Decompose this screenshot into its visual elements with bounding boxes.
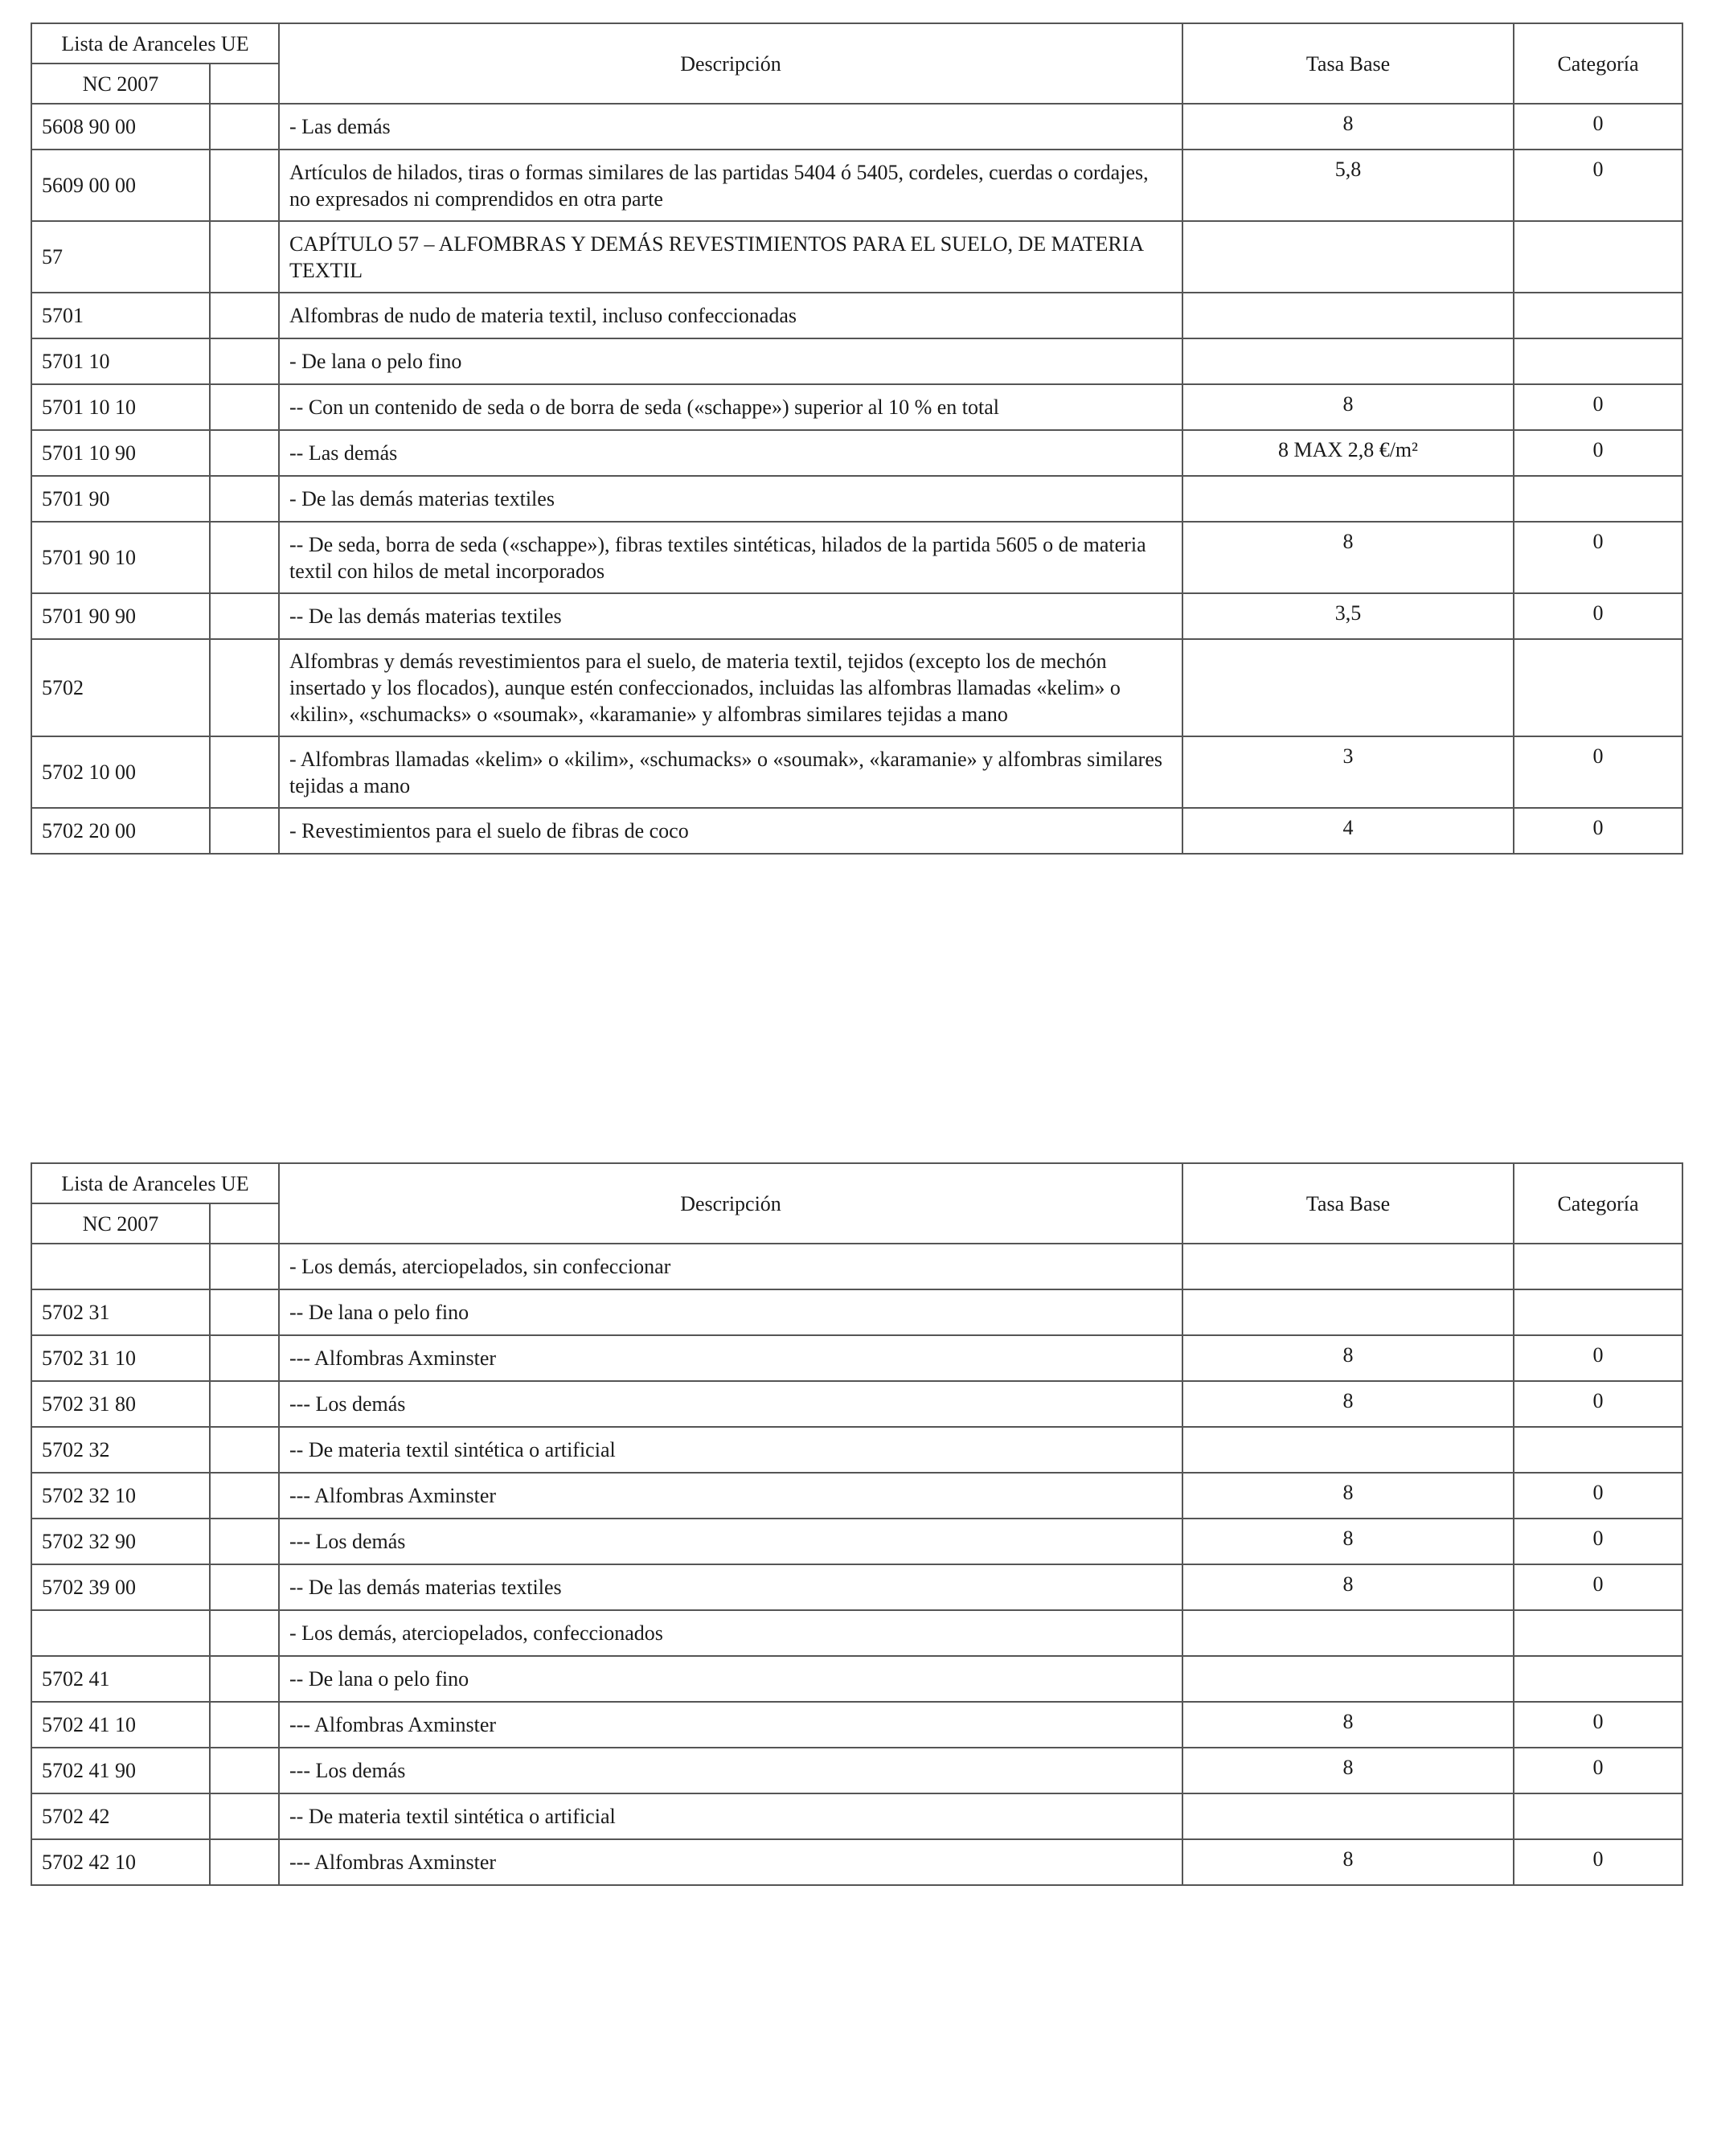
header-base-rate: Tasa Base bbox=[1182, 23, 1514, 104]
table-row bbox=[31, 736, 1682, 808]
row-blank bbox=[210, 384, 279, 430]
row-code: 5701 90 10 bbox=[31, 522, 210, 593]
row-description: Alfombras de nudo de materia textil, incluso confeccionadas bbox=[279, 293, 1182, 338]
row-description: -- Con un contenido de seda o de borra de seda («schappe») superior al 10 % en total bbox=[279, 384, 1182, 430]
header-list-label: Lista de Aranceles UE bbox=[31, 23, 279, 64]
row-category bbox=[1514, 1610, 1682, 1656]
row-rate: 8 bbox=[1182, 384, 1514, 430]
table-row bbox=[31, 1289, 1682, 1335]
header-category: Categoría bbox=[1514, 1163, 1682, 1244]
row-category: 0 bbox=[1514, 430, 1682, 476]
row-code: 5702 31 bbox=[31, 1289, 210, 1335]
row-blank bbox=[210, 1748, 279, 1793]
row-category: 0 bbox=[1514, 1473, 1682, 1519]
row-blank bbox=[210, 1564, 279, 1610]
row-code bbox=[31, 1610, 210, 1656]
row-blank bbox=[210, 736, 279, 808]
row-rate: 8 bbox=[1182, 104, 1514, 150]
row-code: 5702 41 90 bbox=[31, 1748, 210, 1793]
table-row bbox=[31, 1839, 1682, 1885]
row-description: --- Alfombras Axminster bbox=[279, 1839, 1182, 1885]
row-description: - Los demás, aterciopelados, confeccionados bbox=[279, 1610, 1182, 1656]
row-rate bbox=[1182, 1427, 1514, 1473]
row-description: --- Alfombras Axminster bbox=[279, 1473, 1182, 1519]
row-category bbox=[1514, 1244, 1682, 1289]
table-row bbox=[31, 1748, 1682, 1793]
row-code: 5702 10 00 bbox=[31, 736, 210, 808]
row-rate: 8 MAX 2,8 €/m² bbox=[1182, 430, 1514, 476]
row-blank bbox=[210, 1656, 279, 1702]
row-category: 0 bbox=[1514, 736, 1682, 808]
row-rate: 8 bbox=[1182, 1748, 1514, 1793]
table-row bbox=[31, 593, 1682, 639]
row-code bbox=[31, 1244, 210, 1289]
table-row bbox=[31, 1244, 1682, 1289]
row-blank bbox=[210, 1702, 279, 1748]
header-list-label: Lista de Aranceles UE bbox=[31, 1163, 279, 1203]
row-description: -- De lana o pelo fino bbox=[279, 1289, 1182, 1335]
row-description: -- De las demás materias textiles bbox=[279, 1564, 1182, 1610]
row-rate bbox=[1182, 338, 1514, 384]
row-blank bbox=[210, 104, 279, 150]
tariff-table-2 bbox=[31, 1162, 1683, 1886]
row-blank bbox=[210, 1519, 279, 1564]
row-description: - De las demás materias textiles bbox=[279, 476, 1182, 522]
row-category bbox=[1514, 1656, 1682, 1702]
header-description: Descripción bbox=[279, 1163, 1182, 1244]
table-row bbox=[31, 639, 1682, 736]
row-description: - De lana o pelo fino bbox=[279, 338, 1182, 384]
table-row bbox=[31, 430, 1682, 476]
row-category: 0 bbox=[1514, 1564, 1682, 1610]
table-row bbox=[31, 808, 1682, 854]
row-category: 0 bbox=[1514, 1381, 1682, 1427]
row-code: 5701 bbox=[31, 293, 210, 338]
row-code: 5701 10 90 bbox=[31, 430, 210, 476]
row-rate bbox=[1182, 1610, 1514, 1656]
row-code: 5702 bbox=[31, 639, 210, 736]
table-row bbox=[31, 384, 1682, 430]
header-description: Descripción bbox=[279, 23, 1182, 104]
row-blank bbox=[210, 639, 279, 736]
row-category: 0 bbox=[1514, 1702, 1682, 1748]
header-nc-label: NC 2007 bbox=[31, 1203, 210, 1244]
table-row bbox=[31, 1656, 1682, 1702]
row-description: - Las demás bbox=[279, 104, 1182, 150]
row-rate bbox=[1182, 1289, 1514, 1335]
row-category: 0 bbox=[1514, 384, 1682, 430]
row-description: -- De materia textil sintética o artificial bbox=[279, 1793, 1182, 1839]
row-rate bbox=[1182, 639, 1514, 736]
row-category: 0 bbox=[1514, 150, 1682, 221]
header-category: Categoría bbox=[1514, 23, 1682, 104]
row-blank bbox=[210, 1381, 279, 1427]
row-blank bbox=[210, 1473, 279, 1519]
tariff-table-1 bbox=[31, 23, 1683, 855]
row-code: 5702 31 10 bbox=[31, 1335, 210, 1381]
row-code: 5608 90 00 bbox=[31, 104, 210, 150]
row-code: 5702 39 00 bbox=[31, 1564, 210, 1610]
row-description: -- De seda, borra de seda («schappe»), fibras textiles sintéticas, hilados de la partida 5605 o de materia textil con hilos de metal incorporados bbox=[279, 522, 1182, 593]
row-blank bbox=[210, 1427, 279, 1473]
row-rate: 3 bbox=[1182, 736, 1514, 808]
table-row bbox=[31, 1427, 1682, 1473]
row-description: -- De lana o pelo fino bbox=[279, 1656, 1182, 1702]
row-code: 5702 42 bbox=[31, 1793, 210, 1839]
row-description: -- De materia textil sintética o artificial bbox=[279, 1427, 1182, 1473]
table-row bbox=[31, 338, 1682, 384]
row-code: 5701 90 90 bbox=[31, 593, 210, 639]
table-row bbox=[31, 1610, 1682, 1656]
row-category bbox=[1514, 476, 1682, 522]
row-category: 0 bbox=[1514, 808, 1682, 854]
row-code: 5701 10 10 bbox=[31, 384, 210, 430]
row-code: 5702 41 bbox=[31, 1656, 210, 1702]
table-row bbox=[31, 1381, 1682, 1427]
row-description: - Revestimientos para el suelo de fibras de coco bbox=[279, 808, 1182, 854]
row-rate: 8 bbox=[1182, 1702, 1514, 1748]
row-category: 0 bbox=[1514, 1748, 1682, 1793]
row-rate: 8 bbox=[1182, 1519, 1514, 1564]
row-rate bbox=[1182, 293, 1514, 338]
row-code: 5609 00 00 bbox=[31, 150, 210, 221]
row-rate: 8 bbox=[1182, 1473, 1514, 1519]
table-row bbox=[31, 1793, 1682, 1839]
row-category: 0 bbox=[1514, 1335, 1682, 1381]
table-row bbox=[31, 1473, 1682, 1519]
row-description: --- Los demás bbox=[279, 1381, 1182, 1427]
row-code: 5701 10 bbox=[31, 338, 210, 384]
table-row bbox=[31, 1564, 1682, 1610]
row-blank bbox=[210, 1335, 279, 1381]
row-description: CAPÍTULO 57 – ALFOMBRAS Y DEMÁS REVESTIMIENTOS PARA EL SUELO, DE MATERIA TEXTIL bbox=[279, 221, 1182, 293]
row-description: --- Los demás bbox=[279, 1519, 1182, 1564]
row-rate: 8 bbox=[1182, 1839, 1514, 1885]
row-rate: 3,5 bbox=[1182, 593, 1514, 639]
row-rate bbox=[1182, 476, 1514, 522]
header-blank-cell bbox=[210, 1203, 279, 1244]
row-code: 5701 90 bbox=[31, 476, 210, 522]
row-category: 0 bbox=[1514, 1839, 1682, 1885]
row-rate bbox=[1182, 1656, 1514, 1702]
row-rate bbox=[1182, 221, 1514, 293]
row-category bbox=[1514, 1289, 1682, 1335]
table-row bbox=[31, 522, 1682, 593]
row-description: -- De las demás materias textiles bbox=[279, 593, 1182, 639]
row-category bbox=[1514, 639, 1682, 736]
table-row bbox=[31, 1519, 1682, 1564]
row-blank bbox=[210, 1244, 279, 1289]
row-code: 5702 20 00 bbox=[31, 808, 210, 854]
row-code: 5702 31 80 bbox=[31, 1381, 210, 1427]
row-blank bbox=[210, 430, 279, 476]
row-description: - Alfombras llamadas «kelim» o «kilim», «schumacks» o «soumak», «karamanie» y alfombras similares tejidas a mano bbox=[279, 736, 1182, 808]
row-blank bbox=[210, 1839, 279, 1885]
row-category bbox=[1514, 338, 1682, 384]
row-blank bbox=[210, 293, 279, 338]
row-blank bbox=[210, 338, 279, 384]
row-rate: 8 bbox=[1182, 522, 1514, 593]
table-row bbox=[31, 104, 1682, 150]
header-nc-label: NC 2007 bbox=[31, 64, 210, 104]
row-blank bbox=[210, 150, 279, 221]
row-blank bbox=[210, 808, 279, 854]
table-row bbox=[31, 1702, 1682, 1748]
row-code: 5702 41 10 bbox=[31, 1702, 210, 1748]
row-blank bbox=[210, 1610, 279, 1656]
table-row bbox=[31, 221, 1682, 293]
row-category: 0 bbox=[1514, 593, 1682, 639]
row-rate: 8 bbox=[1182, 1335, 1514, 1381]
row-description: -- Las demás bbox=[279, 430, 1182, 476]
row-category bbox=[1514, 1793, 1682, 1839]
row-rate: 8 bbox=[1182, 1564, 1514, 1610]
row-rate: 8 bbox=[1182, 1381, 1514, 1427]
header-base-rate: Tasa Base bbox=[1182, 1163, 1514, 1244]
row-description: --- Los demás bbox=[279, 1748, 1182, 1793]
row-category bbox=[1514, 293, 1682, 338]
table-row bbox=[31, 293, 1682, 338]
row-category: 0 bbox=[1514, 1519, 1682, 1564]
row-blank bbox=[210, 221, 279, 293]
row-category: 0 bbox=[1514, 522, 1682, 593]
row-description: --- Alfombras Axminster bbox=[279, 1335, 1182, 1381]
row-code: 5702 32 bbox=[31, 1427, 210, 1473]
row-category bbox=[1514, 1427, 1682, 1473]
table-row bbox=[31, 476, 1682, 522]
row-description: --- Alfombras Axminster bbox=[279, 1702, 1182, 1748]
row-blank bbox=[210, 522, 279, 593]
row-category: 0 bbox=[1514, 104, 1682, 150]
row-code: 5702 42 10 bbox=[31, 1839, 210, 1885]
header-blank-cell bbox=[210, 64, 279, 104]
row-rate: 5,8 bbox=[1182, 150, 1514, 221]
row-blank bbox=[210, 1289, 279, 1335]
row-description: Artículos de hilados, tiras o formas similares de las partidas 5404 ó 5405, cordeles, cuerdas o cordajes, no expresados ni comprendidos en otra parte bbox=[279, 150, 1182, 221]
table-row bbox=[31, 150, 1682, 221]
row-code: 5702 32 90 bbox=[31, 1519, 210, 1564]
row-rate bbox=[1182, 1244, 1514, 1289]
row-code: 57 bbox=[31, 221, 210, 293]
row-description: - Los demás, aterciopelados, sin confeccionar bbox=[279, 1244, 1182, 1289]
table-row bbox=[31, 1335, 1682, 1381]
row-blank bbox=[210, 593, 279, 639]
row-rate: 4 bbox=[1182, 808, 1514, 854]
row-blank bbox=[210, 1793, 279, 1839]
row-description: Alfombras y demás revestimientos para el suelo, de materia textil, tejidos (excepto los de mechón insertado y los flocados), aunque estén confeccionados, incluidas las alfombras llamadas «kelim» o «kilin», «schumacks» o «soumak», «karamanie» y alfombras similares tejidas a mano bbox=[279, 639, 1182, 736]
row-rate bbox=[1182, 1793, 1514, 1839]
row-blank bbox=[210, 476, 279, 522]
row-category bbox=[1514, 221, 1682, 293]
row-code: 5702 32 10 bbox=[31, 1473, 210, 1519]
